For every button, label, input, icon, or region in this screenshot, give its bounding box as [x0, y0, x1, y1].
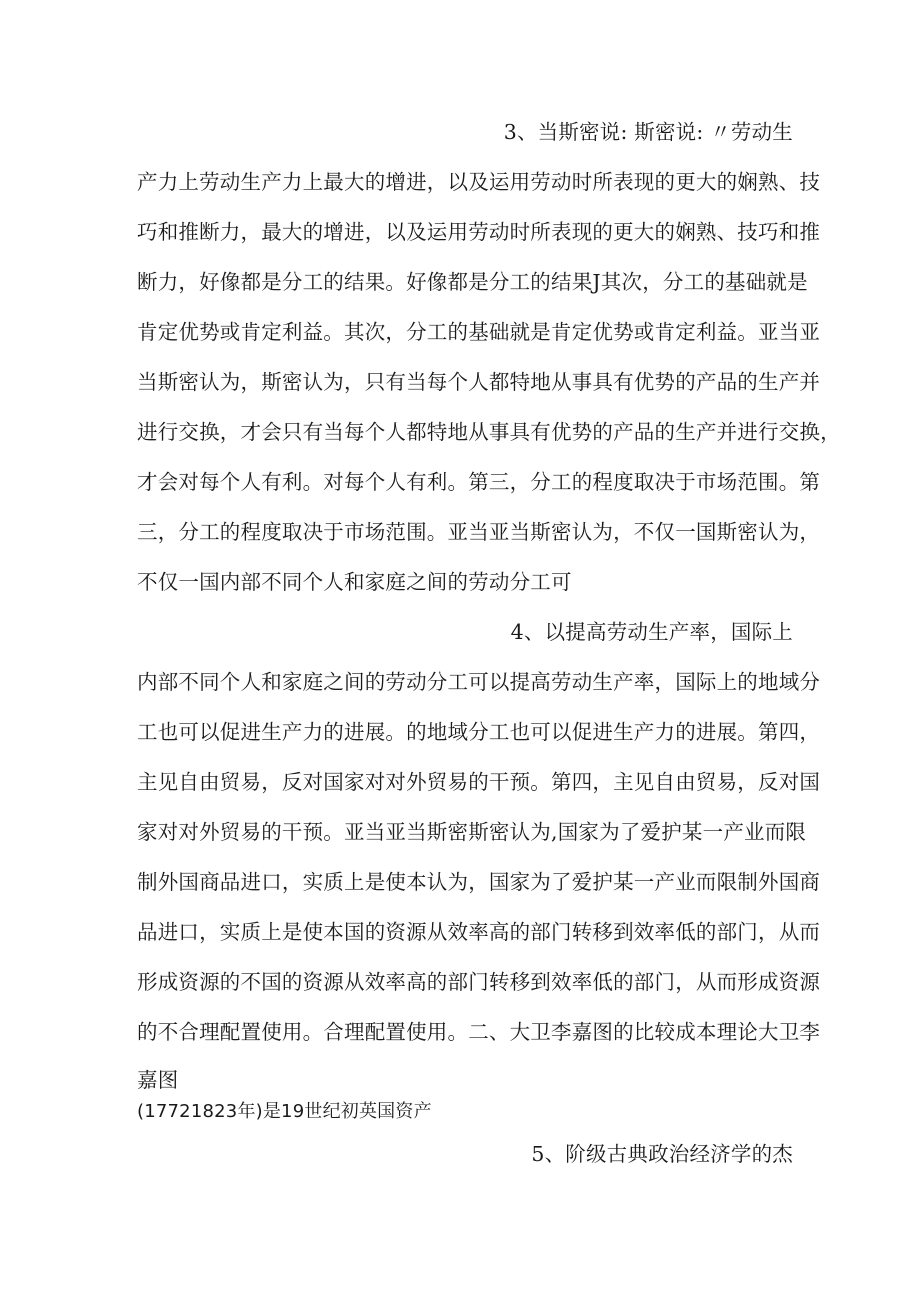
paragraph-line: 巧和推断力，最大的增进，以及运用劳动时所表现的更大的娴熟、技巧和推 [137, 220, 821, 244]
paragraph-line: 三，分工的程度取决于市场范围。亚当亚当斯密认为，不仅一国斯密认为， [137, 520, 821, 544]
heading-item-3: 3、当斯密说: 斯密说: 〃劳动生 [503, 120, 793, 144]
paragraph-line: 进行交换，才会只有当每个人都特地从事具有优势的产品的生产并进行交换， [137, 420, 841, 444]
paragraph-line: 嘉图 [137, 1068, 179, 1092]
paragraph-line: 品进口，实质上是使本国的资源从效率高的部门转移到效率低的部门，从而 [137, 920, 821, 944]
paragraph-line: 主见自由贸易，反对国家对对外贸易的干预。第四，主见自由贸易，反对国 [137, 770, 821, 794]
paragraph-line: 内部不同个人和家庭之间的劳动分工可以提高劳动生产率，国际上的地域分 [137, 670, 821, 694]
paragraph-line: 断力，好像都是分工的结果。好像都是分工的结果J其次，分工的基础就是 [137, 270, 808, 294]
paragraph-line: 制外国商品进口，实质上是使本认为，国家为了爱护某一产业而限制外国商 [137, 870, 821, 894]
paragraph-line: 不仅一国内部不同个人和家庭之间的劳动分工可 [137, 570, 572, 594]
paragraph-line: 当斯密认为，斯密认为，只有当每个人都特地从事具有优势的产品的生产并 [137, 370, 821, 394]
paragraph-line: (17721823年)是19世纪初英国资产 [137, 1101, 432, 1122]
paragraph-line: 家对对外贸易的干预。亚当亚当斯密斯密认为,国家为了爱护某一产业而限 [137, 820, 807, 844]
paragraph-line: 肯定优势或肯定利益。其次，分工的基础就是肯定优势或肯定利益。亚当亚 [137, 320, 821, 344]
heading-item-5: 5、阶级古典政治经济学的杰 [531, 1142, 793, 1166]
paragraph-line: 工也可以促进生产力的进展。的地域分工也可以促进生产力的进展。第四， [137, 720, 821, 744]
paragraph-line: 形成资源的不国的资源从效率高的部门转移到效率低的部门，从而形成资源 [137, 970, 821, 994]
paragraph-line: 的不合理配置使用。合理配置使用。二、大卫李嘉图的比较成本理论大卫李 [137, 1020, 821, 1044]
heading-item-4: 4、以提高劳动生产率，国际上 [510, 620, 793, 644]
paragraph-line: 才会对每个人有利。对每个人有利。第三，分工的程度取决于市场范围。第 [137, 470, 821, 494]
paragraph-line: 产力上劳动生产力上最大的增进，以及运用劳动时所表现的更大的娴熟、技 [137, 170, 821, 194]
